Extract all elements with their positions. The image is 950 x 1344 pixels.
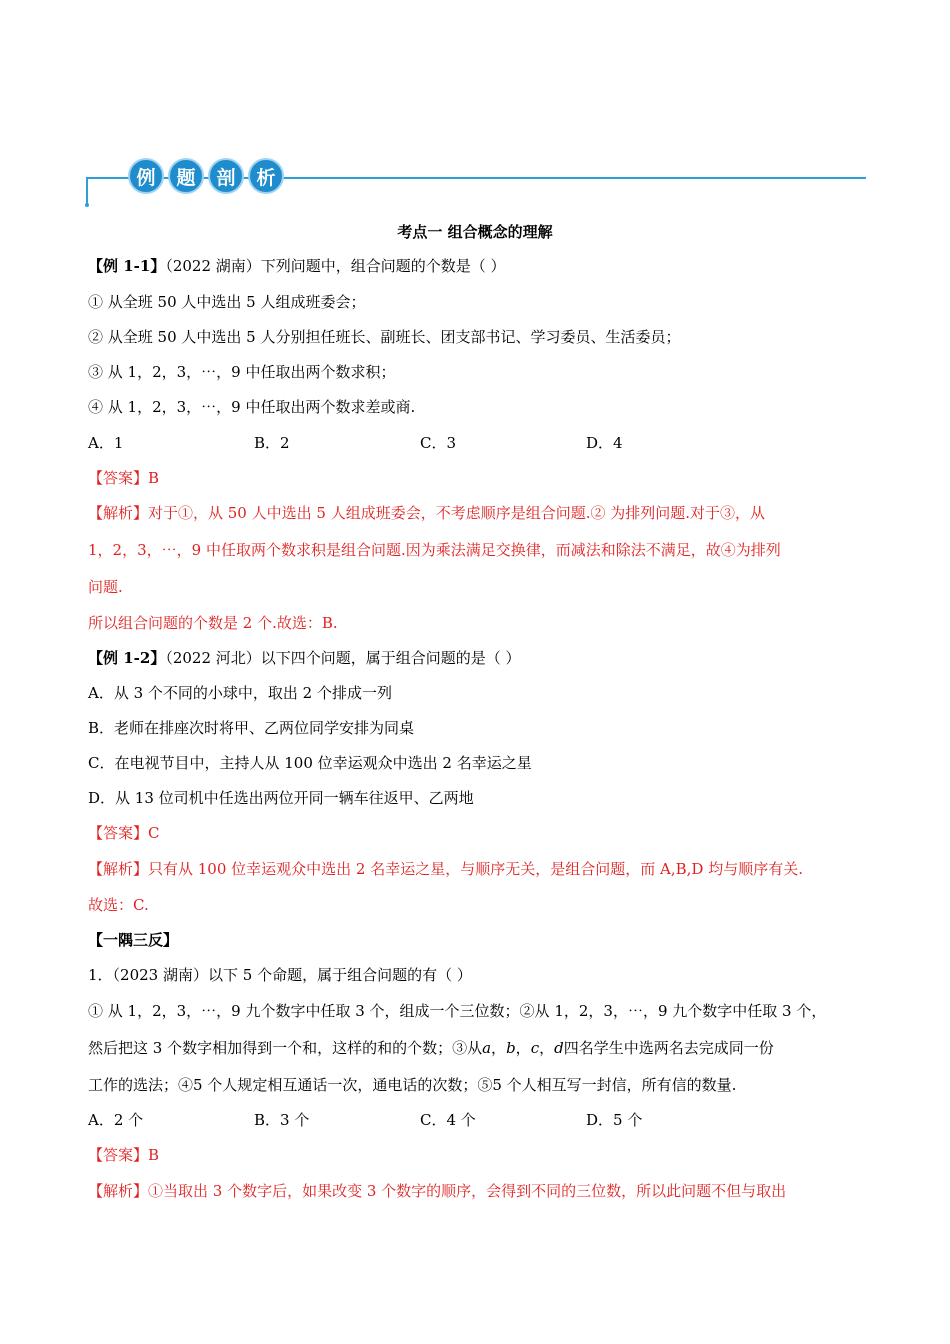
practice-title: 【一隅三反】: [88, 931, 179, 949]
practice-q1-answer: 【答案】B: [88, 1146, 160, 1164]
example-1-1-analysis-2: 1，2，3，⋯，9 中任取两个数求积是组合问题.因为乘法满足交换律，而减法和除法不满足，故④为排列: [88, 541, 781, 559]
banner-corner-line: [86, 177, 88, 205]
example-tag: 【例 1-1】: [88, 257, 166, 275]
example-stem-text: （2022 河北）以下四个问题，属于组合问题的是（ ）: [165, 649, 521, 667]
option-d: D．5 个: [586, 1111, 643, 1129]
sep: ，: [515, 1039, 531, 1057]
sep: ，: [539, 1039, 555, 1057]
example-1-2-option-d: D．从 13 位司机中任选出两位开同一辆车往返甲、乙两地: [88, 789, 474, 807]
example-1-1-analysis-4: 所以组合问题的个数是 2 个.故选：B.: [88, 614, 338, 632]
option-c: C．4 个: [420, 1111, 476, 1129]
var-c: c: [530, 1039, 540, 1057]
sep: ，: [491, 1039, 507, 1057]
banner-badges: [128, 158, 284, 194]
example-1-1-item-4: ④ 从 1，2，3，⋯，9 中任取出两个数求差或商.: [88, 398, 416, 416]
example-1-2-option-c: C．在电视节目中，主持人从 100 位幸运观众中选出 2 名幸运之星: [88, 754, 532, 772]
banner-char-3: 剖: [208, 158, 244, 194]
example-1-1-item-2: ② 从全班 50 人中选出 5 人分别担任班长、副班长、团支部书记、学习委员、生活委员；: [88, 328, 681, 346]
example-1-2-analysis-2: 故选：C.: [88, 896, 149, 914]
practice-q1-body-1: ① 从 1，2，3，⋯，9 九个数字中任取 3 个，组成一个三位数；②从 1，2，3，⋯，9 九个数字中任取 3 个，: [88, 1002, 827, 1020]
example-1-1-stem: [88, 256, 506, 276]
var-a: a: [482, 1039, 492, 1057]
example-tag: 【例 1-2】: [88, 649, 166, 667]
option-c: C．3: [420, 434, 457, 452]
body-text: 四名学生中选两名去完成同一份: [563, 1039, 774, 1057]
banner-char-1: 例: [128, 158, 164, 194]
practice-q1-body-2: [88, 1038, 774, 1058]
example-1-2-option-b: B．老师在排座次时将甲、乙两位同学安排为同桌: [88, 719, 415, 737]
section-title: 考点一 组合概念的理解: [397, 223, 553, 241]
option-d: D．4: [586, 434, 623, 452]
option-a: A．2 个: [88, 1111, 144, 1129]
example-1-1-analysis-1: 【解析】对于①，从 50 人中选出 5 人组成班委会，不考虑顺序是组合问题.② 为排列问题.对于③，从: [88, 504, 766, 522]
option-a: A．1: [88, 434, 124, 452]
example-1-1-item-1: ① 从全班 50 人中选出 5 人组成班委会；: [88, 293, 366, 311]
example-1-2-answer: 【答案】C: [88, 824, 160, 842]
option-b: B．3 个: [254, 1111, 310, 1129]
example-1-1-item-3: ③ 从 1，2，3，⋯，9 中任取出两个数求积；: [88, 363, 396, 381]
example-1-1-answer: 【答案】B: [88, 469, 160, 487]
practice-q1-body-3: 工作的选法；④5 个人规定相互通话一次，通电话的次数；⑤5 个人相互写一封信，所有信的数量.: [88, 1076, 737, 1094]
banner-char-4: 析: [248, 158, 284, 194]
practice-q1-analysis: 【解析】①当取出 3 个数字后，如果改变 3 个数字的顺序，会得到不同的三位数，所以此问题不但与取出: [88, 1182, 787, 1200]
practice-q1-stem: 1．（2023 湖南）以下 5 个命题，属于组合问题的有（ ）: [88, 966, 472, 984]
example-1-2-analysis-1: 【解析】只有从 100 位幸运观众中选出 2 名幸运之星，与顺序无关，是组合问题，而 A,B,D 均与顺序有关.: [88, 860, 803, 878]
var-d: d: [554, 1039, 564, 1057]
banner-dot: [85, 203, 89, 207]
option-b: B．2: [254, 434, 290, 452]
example-stem-text: （2022 湖南）下列问题中，组合问题的个数是（ ）: [165, 257, 506, 275]
example-1-2-stem: [88, 648, 521, 668]
example-1-1-analysis-3: 问题.: [88, 578, 123, 596]
section-banner: [86, 158, 866, 210]
banner-char-2: 题: [168, 158, 204, 194]
example-1-2-option-a: A．从 3 个不同的小球中，取出 2 个排成一列: [88, 684, 392, 702]
body-text: 然后把这 3 个数字相加得到一个和，这样的和的个数；③从: [88, 1039, 483, 1057]
var-b: b: [506, 1039, 516, 1057]
